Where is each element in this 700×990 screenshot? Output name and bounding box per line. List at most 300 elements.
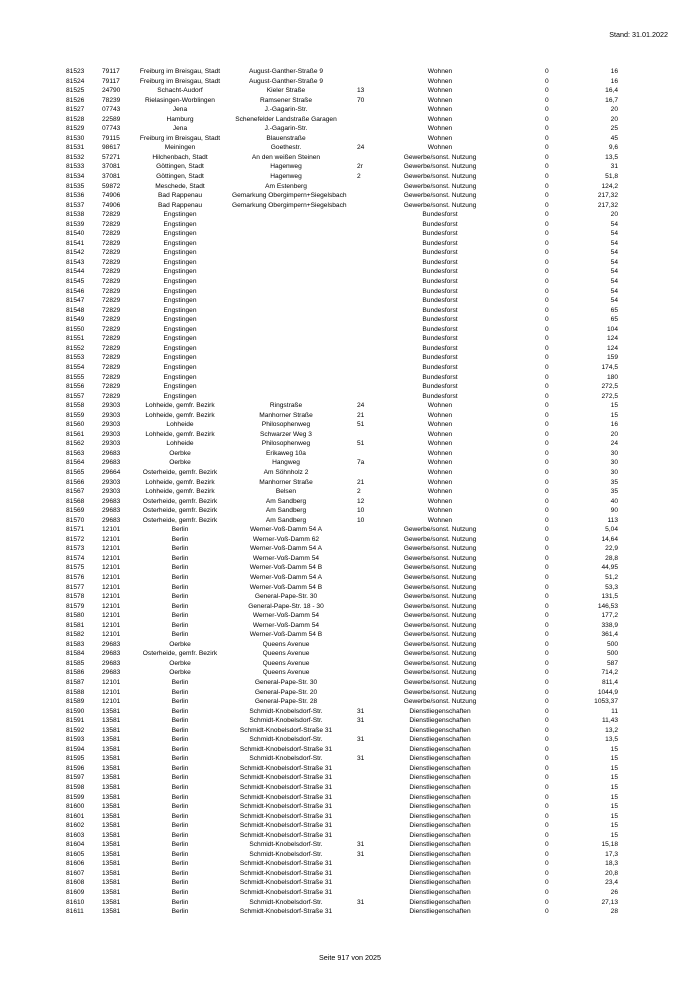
flag-value: 0 — [545, 812, 549, 820]
street: Gemarkung Obergimpern+Siegelsbach — [232, 201, 347, 209]
street: Schmidt-Knobelsdorf-Str. — [249, 736, 323, 744]
area-value: 51,8 — [605, 173, 618, 181]
row-id: 81560 — [66, 421, 85, 429]
usage-type: Dienstliegenschaften — [409, 784, 471, 792]
row-id: 81531 — [66, 144, 85, 152]
postal-code: 07743 — [102, 106, 121, 114]
municipality: Berlin — [171, 593, 189, 601]
flag-value: 0 — [545, 459, 549, 467]
area-value: 16,7 — [605, 96, 618, 104]
row-id: 81542 — [66, 249, 85, 257]
postal-code: 79117 — [102, 68, 120, 75]
usage-type: Dienstliegenschaften — [409, 831, 471, 839]
flag-value: 0 — [545, 889, 549, 897]
row-id: 81524 — [66, 77, 85, 85]
row-id: 81594 — [66, 745, 85, 753]
postal-code: 13581 — [102, 774, 121, 782]
usage-type: Wohnen — [427, 497, 453, 505]
usage-type: Wohnen — [427, 449, 453, 457]
row-id: 81581 — [66, 621, 85, 629]
municipality: Berlin — [171, 764, 189, 772]
flag-value: 0 — [545, 268, 549, 276]
row-id: 81537 — [66, 201, 85, 209]
flag-value: 0 — [545, 287, 549, 295]
flag-value: 0 — [545, 860, 549, 868]
usage-type: Bundesforst — [422, 363, 458, 371]
street: Schmidt-Knobelsdorf-Straße 31 — [239, 812, 333, 820]
area-value: 15 — [610, 745, 618, 753]
street: Am Sandberg — [265, 516, 307, 524]
flag-value: 0 — [545, 220, 549, 228]
street: Erikaweg 10a — [266, 449, 306, 457]
postal-code: 12101 — [102, 602, 121, 610]
flag-value: 0 — [545, 908, 549, 916]
house-number: 10 — [357, 516, 365, 524]
usage-type: Gewerbe/sonst. Nutzung — [403, 573, 477, 581]
municipality: Engstingen — [163, 363, 197, 371]
usage-type: Wohnen — [427, 144, 453, 152]
postal-code: 29683 — [102, 659, 121, 667]
area-value: 146,53 — [597, 602, 618, 610]
row-id: 81564 — [66, 459, 85, 467]
flag-value: 0 — [545, 392, 549, 400]
flag-value: 0 — [545, 707, 549, 715]
municipality: Berlin — [171, 554, 189, 562]
municipality: Bad Rappenau — [158, 192, 202, 200]
area-value: 35 — [610, 488, 618, 496]
street: Queens Avenue — [262, 659, 310, 667]
municipality: Engstingen — [163, 373, 197, 381]
usage-type: Gewerbe/sonst. Nutzung — [403, 564, 477, 572]
usage-type: Wohnen — [427, 430, 453, 438]
flag-value: 0 — [545, 659, 549, 667]
flag-value: 0 — [545, 192, 549, 200]
row-id: 81593 — [66, 736, 85, 744]
usage-type: Dienstliegenschaften — [409, 774, 471, 782]
municipality: Freiburg im Breisgau, Stadt — [139, 68, 221, 75]
usage-type: Dienstliegenschaften — [409, 745, 471, 753]
postal-code: 13581 — [102, 869, 121, 877]
row-id: 81541 — [66, 239, 85, 247]
municipality: Engstingen — [163, 278, 197, 286]
municipality: Meiningen — [164, 144, 196, 152]
area-value: 15 — [610, 793, 618, 801]
postal-code: 13581 — [102, 755, 121, 763]
flag-value: 0 — [545, 68, 549, 75]
area-value: 54 — [610, 297, 618, 305]
municipality: Berlin — [171, 860, 189, 868]
area-value: 15 — [610, 831, 618, 839]
municipality: Engstingen — [163, 344, 197, 352]
row-id: 81572 — [66, 535, 85, 543]
postal-code: 29683 — [102, 650, 121, 658]
area-value: 18,3 — [605, 860, 618, 868]
street: Gemarkung Obergimpern+Siegelsbach — [232, 192, 347, 200]
municipality: Engstingen — [163, 268, 197, 276]
row-id: 81592 — [66, 726, 85, 734]
municipality: Berlin — [171, 526, 189, 534]
postal-code: 13581 — [102, 784, 121, 792]
municipality: Jena — [172, 106, 188, 114]
row-id: 81565 — [66, 468, 85, 476]
area-value: 22,9 — [605, 545, 618, 553]
street: Werner-Voß-Damm 54 — [252, 612, 320, 620]
usage-type: Bundesforst — [422, 316, 458, 324]
area-value: 338,9 — [601, 621, 618, 629]
postal-code: 12101 — [102, 545, 121, 553]
postal-code: 29303 — [102, 402, 121, 410]
municipality: Oerbke — [169, 659, 191, 667]
row-id: 81578 — [66, 593, 85, 601]
street: Schmidt-Knobelsdorf-Straße 31 — [239, 869, 333, 877]
municipality: Osterheide, gemfr. Bezirk — [142, 650, 218, 658]
area-value: 131,5 — [601, 593, 618, 601]
row-id: 81608 — [66, 879, 85, 887]
postal-code: 72829 — [102, 268, 121, 276]
flag-value: 0 — [545, 411, 549, 419]
flag-value: 0 — [545, 602, 549, 610]
flag-value: 0 — [545, 306, 549, 314]
postal-code: 72829 — [102, 297, 121, 305]
flag-value: 0 — [545, 593, 549, 601]
area-value: 587 — [606, 659, 618, 667]
municipality: Rielasingen-Worblingen — [145, 96, 215, 104]
postal-code: 13581 — [102, 812, 121, 820]
area-value: 217,32 — [597, 201, 618, 209]
street: Werner-Voß-Damm 54 A — [249, 526, 323, 534]
municipality: Engstingen — [163, 249, 197, 257]
postal-code: 29683 — [102, 669, 121, 677]
area-value: 20 — [610, 430, 618, 438]
row-id: 81561 — [66, 430, 85, 438]
usage-type: Gewerbe/sonst. Nutzung — [403, 631, 477, 639]
area-value: 124 — [606, 344, 618, 352]
municipality: Engstingen — [163, 325, 197, 333]
postal-code: 29303 — [102, 421, 121, 429]
postal-code: 72829 — [102, 239, 121, 247]
postal-code: 72829 — [102, 249, 121, 257]
usage-type: Bundesforst — [422, 211, 458, 219]
street: General-Pape-Str. 28 — [254, 698, 318, 706]
row-id: 81523 — [66, 68, 85, 75]
stand-date: Stand: 31.01.2022 — [609, 30, 668, 39]
postal-code: 07743 — [102, 125, 121, 133]
row-id: 81568 — [66, 497, 85, 505]
usage-type: Bundesforst — [422, 287, 458, 295]
flag-value: 0 — [545, 774, 549, 782]
usage-type: Gewerbe/sonst. Nutzung — [403, 554, 477, 562]
flag-value: 0 — [545, 239, 549, 247]
municipality: Jena — [172, 125, 188, 133]
flag-value: 0 — [545, 841, 549, 849]
street: Schmidt-Knobelsdorf-Straße 31 — [239, 803, 333, 811]
house-number: 2r — [357, 163, 363, 171]
postal-code: 72829 — [102, 278, 121, 286]
usage-type: Bundesforst — [422, 239, 458, 247]
row-id: 81571 — [66, 526, 85, 534]
street: Werner-Voß-Damm 62 — [252, 535, 320, 543]
area-value: 26 — [610, 889, 618, 897]
usage-type: Dienstliegenschaften — [409, 889, 471, 897]
street: Schmidt-Knobelsdorf-Str. — [249, 850, 323, 858]
flag-value: 0 — [545, 526, 549, 534]
usage-type: Wohnen — [427, 77, 453, 85]
street: Am Estenberg — [265, 182, 307, 190]
flag-value: 0 — [545, 717, 549, 725]
flag-value: 0 — [545, 325, 549, 333]
street: J.-Gagarin-Str. — [264, 106, 308, 114]
municipality: Oerbke — [169, 459, 191, 467]
postal-code: 12101 — [102, 688, 121, 696]
usage-type: Wohnen — [427, 106, 453, 114]
area-value: 13,5 — [605, 153, 618, 161]
municipality: Freiburg im Breisgau, Stadt — [139, 134, 221, 142]
street: Queens Avenue — [262, 640, 310, 648]
area-value: 124,2 — [601, 182, 618, 190]
usage-type: Bundesforst — [422, 258, 458, 266]
row-id: 81548 — [66, 306, 85, 314]
municipality: Engstingen — [163, 383, 197, 391]
postal-code: 12101 — [102, 631, 121, 639]
postal-code: 29683 — [102, 459, 121, 467]
area-value: 24 — [610, 440, 618, 448]
municipality: Berlin — [171, 688, 189, 696]
postal-code: 22589 — [102, 115, 121, 123]
row-id: 81546 — [66, 287, 85, 295]
postal-code: 29303 — [102, 430, 121, 438]
municipality: Berlin — [171, 621, 189, 629]
row-id: 81610 — [66, 898, 85, 906]
area-value: 15,18 — [601, 841, 618, 849]
municipality: Lohheide, gemfr. Bezirk — [145, 488, 215, 496]
municipality: Berlin — [171, 535, 189, 543]
house-number: 21 — [357, 478, 365, 486]
postal-code: 12101 — [102, 554, 121, 562]
postal-code: 78239 — [102, 96, 121, 104]
row-id: 81534 — [66, 173, 85, 181]
postal-code: 79115 — [102, 134, 120, 142]
house-number: 31 — [357, 898, 365, 906]
street: August-Ganther-Straße 9 — [248, 68, 324, 75]
municipality: Berlin — [171, 755, 189, 763]
municipality: Berlin — [171, 631, 189, 639]
municipality: Berlin — [171, 564, 189, 572]
postal-code: 72829 — [102, 344, 121, 352]
usage-type: Gewerbe/sonst. Nutzung — [403, 612, 477, 620]
usage-type: Dienstliegenschaften — [409, 726, 471, 734]
flag-value: 0 — [545, 745, 549, 753]
street: Ramsener Straße — [259, 96, 313, 104]
house-number: 24 — [357, 144, 365, 152]
postal-code: 72829 — [102, 363, 121, 371]
street: Schmidt-Knobelsdorf-Straße 31 — [239, 831, 333, 839]
usage-type: Dienstliegenschaften — [409, 793, 471, 801]
street: General-Pape-Str. 30 — [254, 593, 318, 601]
flag-value: 0 — [545, 545, 549, 553]
usage-type: Gewerbe/sonst. Nutzung — [403, 192, 477, 200]
postal-code: 98617 — [102, 144, 121, 152]
row-id: 81604 — [66, 841, 85, 849]
municipality: Berlin — [171, 879, 189, 887]
row-id: 81600 — [66, 803, 85, 811]
municipality: Lohheide, gemfr. Bezirk — [145, 402, 215, 410]
flag-value: 0 — [545, 430, 549, 438]
usage-type: Bundesforst — [422, 230, 458, 238]
area-value: 65 — [610, 306, 618, 314]
street: Hagenweg — [270, 173, 302, 181]
usage-type: Gewerbe/sonst. Nutzung — [403, 669, 477, 677]
postal-code: 29683 — [102, 640, 121, 648]
postal-code: 13581 — [102, 707, 121, 715]
street: Schmidt-Knobelsdorf-Straße 31 — [239, 774, 333, 782]
area-value: 15 — [610, 402, 618, 410]
usage-type: Wohnen — [427, 134, 453, 142]
row-id: 81595 — [66, 755, 85, 763]
postal-code: 13581 — [102, 879, 121, 887]
street: Schmidt-Knobelsdorf-Str. — [249, 707, 323, 715]
postal-code: 13581 — [102, 726, 121, 734]
row-id: 81582 — [66, 631, 85, 639]
usage-type: Wohnen — [427, 402, 453, 410]
row-id: 81529 — [66, 125, 85, 133]
flag-value: 0 — [545, 535, 549, 543]
area-value: 25 — [610, 125, 618, 133]
street: Schmidt-Knobelsdorf-Straße 31 — [239, 879, 333, 887]
usage-type: Gewerbe/sonst. Nutzung — [403, 593, 477, 601]
usage-type: Bundesforst — [422, 392, 458, 400]
postal-code: 13581 — [102, 860, 121, 868]
row-id: 81527 — [66, 106, 85, 114]
usage-type: Gewerbe/sonst. Nutzung — [403, 173, 477, 181]
flag-value: 0 — [545, 669, 549, 677]
area-value: 28,8 — [605, 554, 618, 562]
row-id: 81570 — [66, 516, 85, 524]
area-value: 27,13 — [601, 898, 618, 906]
area-value: 15 — [610, 822, 618, 830]
house-number: 10 — [357, 507, 365, 515]
row-id: 81530 — [66, 134, 85, 142]
area-value: 361,4 — [601, 631, 618, 639]
municipality: Oerbke — [169, 449, 191, 457]
usage-type: Gewerbe/sonst. Nutzung — [403, 650, 477, 658]
street: Werner-Voß-Damm 54 — [252, 554, 320, 562]
area-value: 90 — [610, 507, 618, 515]
area-value: 15 — [610, 774, 618, 782]
house-number: 2 — [357, 488, 361, 496]
municipality: Engstingen — [163, 230, 197, 238]
row-id: 81609 — [66, 889, 85, 897]
usage-type: Dienstliegenschaften — [409, 755, 471, 763]
street: Ringstraße — [269, 402, 303, 410]
street: General-Pape-Str. 30 — [254, 679, 318, 686]
postal-code: 12101 — [102, 573, 121, 581]
street: Manhorner Straße — [259, 478, 313, 486]
row-id: 81597 — [66, 774, 85, 782]
street: Queens Avenue — [262, 650, 310, 658]
row-id: 81539 — [66, 220, 85, 228]
municipality: Göttingen, Stadt — [156, 173, 204, 181]
municipality: Berlin — [171, 841, 189, 849]
row-id: 81551 — [66, 335, 85, 343]
flag-value: 0 — [545, 850, 549, 858]
row-id: 81607 — [66, 869, 85, 877]
municipality: Berlin — [171, 736, 189, 744]
flag-value: 0 — [545, 449, 549, 457]
usage-type: Dienstliegenschaften — [409, 707, 471, 715]
row-id: 81559 — [66, 411, 85, 419]
municipality: Berlin — [171, 745, 189, 753]
flag-value: 0 — [545, 507, 549, 515]
flag-value: 0 — [545, 278, 549, 286]
area-value: 54 — [610, 220, 618, 228]
row-id: 81573 — [66, 545, 85, 553]
area-value: 500 — [606, 650, 618, 658]
row-id: 81611 — [66, 908, 84, 916]
flag-value: 0 — [545, 201, 549, 209]
postal-code: 72829 — [102, 316, 121, 324]
municipality: Engstingen — [163, 220, 197, 228]
area-value: 16,4 — [605, 87, 618, 95]
house-number: 51 — [357, 440, 365, 448]
postal-code: 12101 — [102, 564, 121, 572]
postal-code: 29303 — [102, 478, 121, 486]
postal-code: 12101 — [102, 593, 121, 601]
street: Schmidt-Knobelsdorf-Straße 31 — [239, 793, 333, 801]
usage-type: Gewerbe/sonst. Nutzung — [403, 182, 477, 190]
postal-code: 29683 — [102, 516, 121, 524]
area-value: 16 — [610, 77, 618, 85]
row-id: 81586 — [66, 669, 85, 677]
usage-type: Wohnen — [427, 411, 453, 419]
postal-code: 12101 — [102, 583, 121, 591]
municipality: Berlin — [171, 698, 189, 706]
flag-value: 0 — [545, 125, 549, 133]
postal-code: 72829 — [102, 306, 121, 314]
area-value: 5,04 — [605, 526, 618, 534]
area-value: 272,5 — [601, 392, 618, 400]
usage-type: Bundesforst — [422, 383, 458, 391]
postal-code: 12101 — [102, 698, 121, 706]
municipality: Berlin — [171, 784, 189, 792]
street: Belsen — [275, 488, 297, 496]
house-number: 70 — [357, 96, 365, 104]
area-value: 174,5 — [601, 363, 618, 371]
area-value: 51,2 — [605, 573, 618, 581]
usage-type: Wohnen — [427, 68, 453, 75]
street: An den weißen Steinen — [251, 153, 321, 161]
usage-type: Dienstliegenschaften — [409, 898, 471, 906]
postal-code: 72829 — [102, 230, 121, 238]
row-id: 81580 — [66, 612, 85, 620]
house-number: 12 — [357, 497, 365, 505]
flag-value: 0 — [545, 173, 549, 181]
row-id: 81526 — [66, 96, 85, 104]
flag-value: 0 — [545, 831, 549, 839]
municipality: Berlin — [171, 679, 189, 686]
house-number: 7a — [357, 459, 365, 467]
postal-code: 37081 — [102, 163, 121, 171]
usage-type: Wohnen — [427, 478, 453, 486]
municipality: Engstingen — [163, 297, 197, 305]
flag-value: 0 — [545, 764, 549, 772]
street: Blauenstraße — [266, 134, 306, 142]
postal-code: 24790 — [102, 87, 121, 95]
area-value: 15 — [610, 764, 618, 772]
house-number: 13 — [357, 87, 365, 95]
street: General-Pape-Str. 18 - 30 — [248, 602, 324, 610]
postal-code: 59872 — [102, 182, 121, 190]
area-value: 16 — [610, 421, 618, 429]
